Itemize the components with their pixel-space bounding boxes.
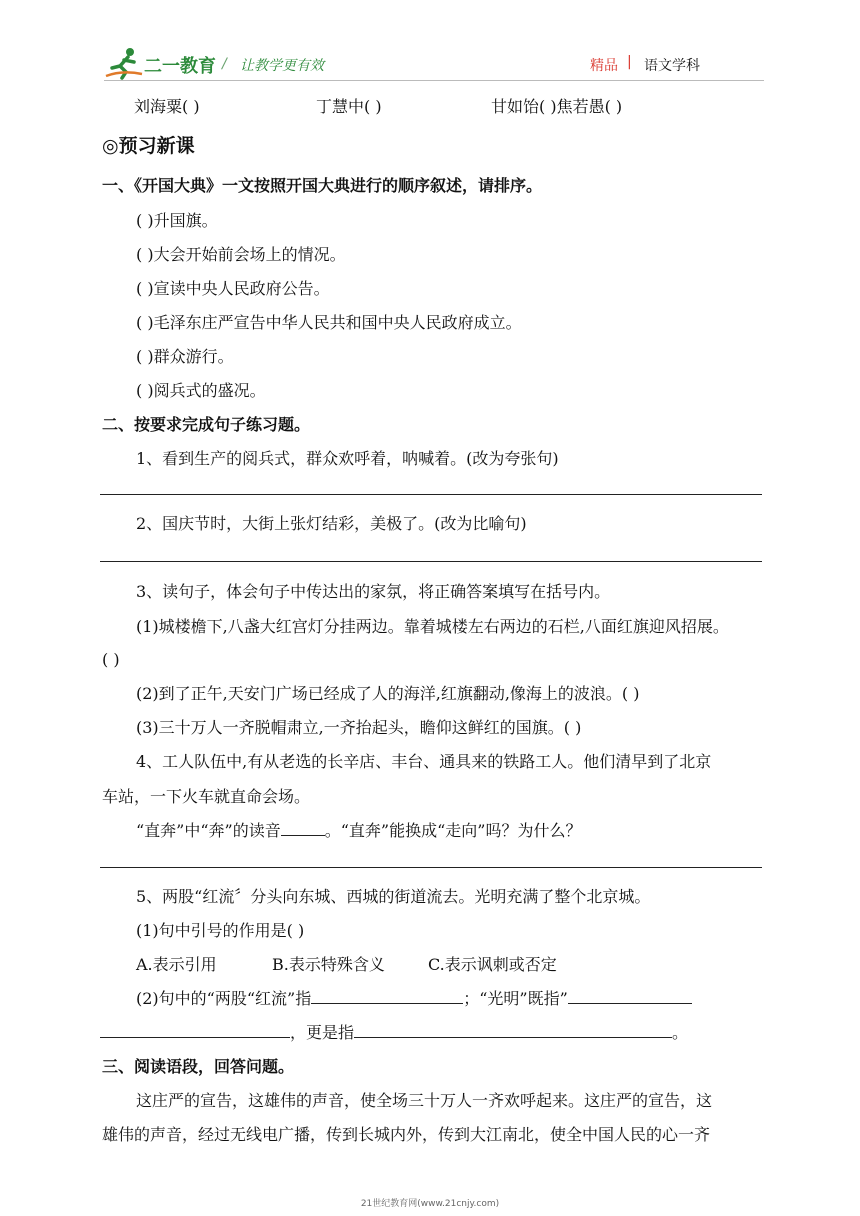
option-b: B.表示特殊含义 <box>272 955 385 974</box>
sentence-1: 1、看到生产的阅兵式，群众欢呼着，呐喊着。(改为夸张句) <box>136 449 559 468</box>
order-item: ( )宣读中央人民政府公告。 <box>136 279 330 298</box>
section-heading: ◎预习新课 <box>102 135 195 157</box>
logo-text: 二一教育 <box>144 56 216 77</box>
fill-blank[interactable] <box>354 1021 672 1038</box>
question-part: 。 <box>672 1023 689 1042</box>
name-blank-2: 丁慧中( ) <box>316 97 382 116</box>
passage-line: 雄伟的声音，经过无线电广播，传到长城内外，传到大江南北，使全中国人民的心一齐 <box>102 1125 711 1144</box>
runner-logo-icon <box>104 46 144 80</box>
order-item: ( )毛泽东庄严宣告中华人民共和国中央人民政府成立。 <box>136 313 522 332</box>
answer-line[interactable] <box>100 561 762 562</box>
answer-line[interactable] <box>100 494 762 495</box>
question-2-title: 二、按要求完成句子练习题。 <box>102 415 311 434</box>
header-divider: | <box>627 54 632 70</box>
fill-blank[interactable] <box>311 987 463 1004</box>
sentence-5-2-cont <box>100 1021 688 1045</box>
sentence-4-cont: 车站，一下火车就直命会场。 <box>102 787 311 806</box>
order-item: ( )阅兵式的盛况。 <box>136 381 266 400</box>
sentence-3-3: (3)三十万人一齐脱帽肃立,一齐抬起头，瞻仰这鲜红的国旗。( ) <box>136 718 582 737</box>
fill-blank[interactable] <box>100 1021 290 1038</box>
page-header <box>0 0 860 90</box>
sentence-5: 5、两股“红流〞分头向东城、西城的街道流去。光明充满了整个北京城。 <box>136 887 651 906</box>
sentence-4: 4、工人队伍中,有从老选的长辛店、丰台、通具来的铁路工人。他们清早到了北京 <box>136 752 712 771</box>
name-blank-1: 刘海粟( ) <box>134 97 200 116</box>
question-3-title: 三、阅读语段，回答问题。 <box>102 1057 295 1076</box>
option-a: A.表示引用 <box>136 955 217 974</box>
sentence-3-2: (2)到了正午,天安门广场已经成了人的海洋,红旗翻动,像海上的波浪。( ) <box>136 684 640 703</box>
subject-label: 语文学科 <box>644 58 700 74</box>
sentence-4-question <box>136 819 581 843</box>
header-rule <box>104 80 764 81</box>
answer-line[interactable] <box>100 867 762 868</box>
sentence-3: 3、读句子，体会句子中传达出的家氛，将正确答案填写在括号内。 <box>136 582 611 601</box>
quality-label: 精品 <box>590 58 618 74</box>
name-blank-3: 甘如饴( )焦若愚( ) <box>491 97 623 116</box>
question-1-title: 一、《开国大典》一文按照开国大典进行的顺序叙述，请排序。 <box>102 176 543 195</box>
slogan-slash: / <box>222 56 227 72</box>
question-part: ，更是指 <box>290 1023 355 1042</box>
question-part: (2)句中的“两股“红流”指 <box>136 989 312 1008</box>
option-c: C.表示讽刺或否定 <box>428 955 557 974</box>
sentence-2: 2、国庆节时，大街上张灯结彩，美极了。(改为比喻句) <box>136 514 527 533</box>
sentence-3-1-blank: ( ) <box>102 650 120 669</box>
fill-blank[interactable] <box>568 987 692 1004</box>
question-part: ；“光明”既指” <box>463 989 568 1008</box>
slogan: 让教学更有效 <box>240 58 324 74</box>
question-part: “直奔”中“奔”的读音 <box>136 821 281 840</box>
sentence-3-1: (1)城楼檐下,八盏大红宫灯分挂两边。靠着城楼左右两边的石栏,八面红旗迎风招展。 <box>136 617 729 636</box>
pinyin-blank[interactable] <box>281 819 325 836</box>
sentence-5-2 <box>136 987 692 1011</box>
order-item: ( )群众游行。 <box>136 347 234 366</box>
passage-line: 这庄严的宣告，这雄伟的声音，使全场三十万人一齐欢呼起来。这庄严的宣告，这 <box>136 1091 713 1110</box>
question-part: 。“直奔”能换成“走向”吗？为什么？ <box>324 821 582 840</box>
order-item: ( )大会开始前会场上的情况。 <box>136 245 346 264</box>
sentence-5-1: (1)句中引号的作用是( ) <box>136 921 305 940</box>
footer: 21世纪教育网(www.21cnjy.com) <box>360 1199 500 1209</box>
order-item: ( )升国旗。 <box>136 211 218 230</box>
